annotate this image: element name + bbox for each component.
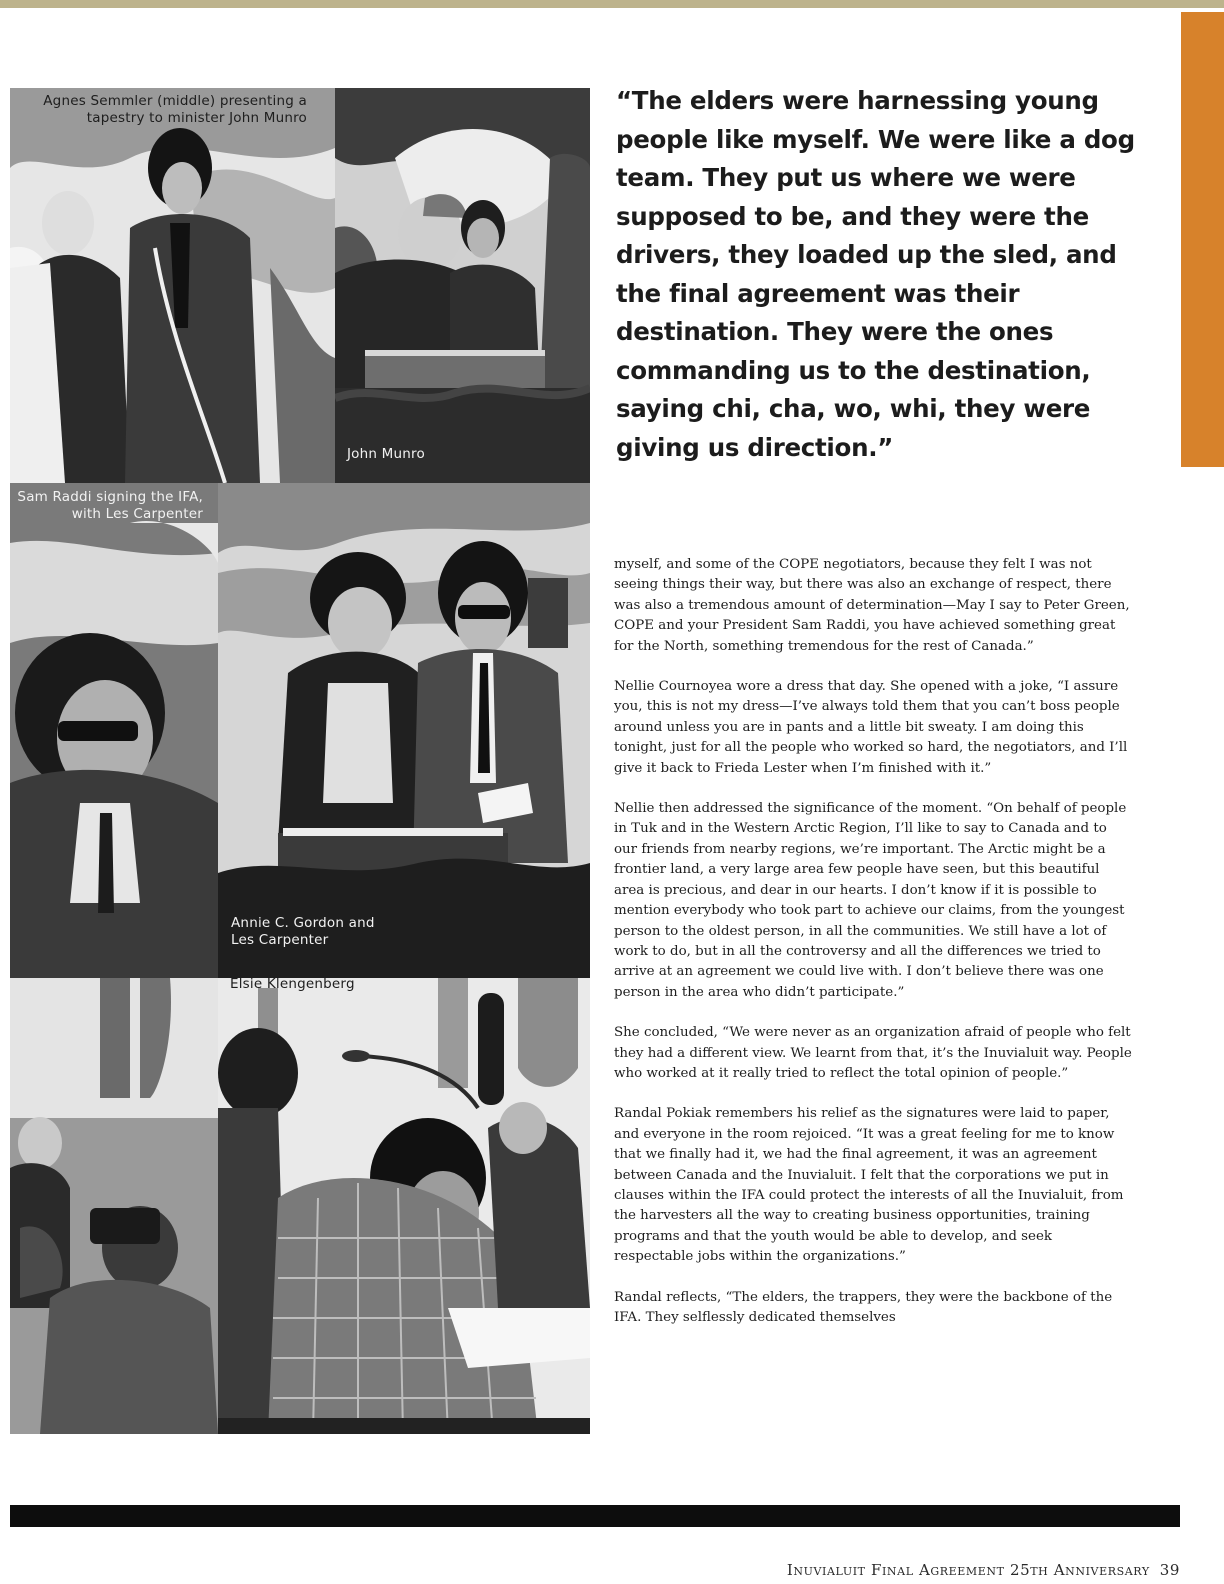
photo-raddi-image [10, 483, 218, 978]
body-paragraph: Randal reflects, “The elders, the trappers, they were the backbone of the IFA. They selflessly dedicated themselves [614, 1289, 1113, 1325]
caption-annie: Annie C. Gordon and Les Carpenter [231, 915, 375, 948]
body-paragraph: Randal Pokiak remembers his relief as the signatures were laid to paper, and everyone in the room rejoiced. “It was a great feeling for me to know that we finally had it, we had the final agreement, it was an agreement between Canada and the Inuvialuit. I felt that the corporations we put in clauses within the IFA could protect the interests of all the Inuvialuit, from the harvesters all the way to creating business opportunities, training programs and that the youth would be able to develop, and seek respectable jobs within the organizations.” [614, 1106, 1124, 1265]
photo-elsie-image [218, 978, 590, 1434]
top-rule [0, 0, 1224, 8]
photo-munro-image [335, 88, 590, 483]
pull-quote: “The elders were harnessing young people like myself. We were like a dog team. They put us where we were supposed to be, and they were the drivers, they loaded up the sled, and the final agreement was their destination. They were the ones commanding us to the destination, saying chi, cha, wo, whi, they were giving us direction.” [616, 86, 1135, 462]
body-paragraph: Nellie Cournoyea wore a dress that day. She opened with a joke, “I assure you, this is not my dress—I’ve always told them that you can’t boss people around unless you are in pants and a little bit sweaty. I am doing this tonight, just for all the people who worked so hard, the negotiators, and I’ll give it back to Frieda Lester when I’m finished with it.” [614, 679, 1128, 776]
photo-sam-raddi [10, 483, 218, 978]
photo-annie-gordon [218, 483, 590, 978]
body-paragraph: She concluded, “We were never as an organization afraid of people who felt they had a different view. We learnt from that, it’s the Inuvialuit way. People who worked at it really tried to reflect the total opinion of people.” [614, 1025, 1132, 1081]
body-paragraph: myself, and some of the COPE negotiators, because they felt I was not seeing things their way, but there was also an exchange of respect, there was also a tremendous amount of determination—May I say to Peter Green, COPE and your President Sam Raddi, you have achieved something great for the North, something tremendous for the rest of Canada.” [614, 557, 1130, 654]
caption-elsie: Elsie Klengenberg [230, 978, 355, 992]
body-paragraph: Nellie then addressed the significance of the moment. “On behalf of people in Tuk and in the Western Arctic Region, I’ll like to say to Canada and to our friends from nearby regions, we’re important. The Arctic might be a frontier land, a very large area few people have seen, but this beautiful area is precious, and dear in our hearts. I don’t know if it is possible to mention everybody who took part to achieve our claims, from the youngest person to the oldest person, in all the communities. We still have a lot of work to do, but in all the controversy and all the differences we tried to arrive at an agreement we could live with. I don’t believe there was one person in the area who didn’t participate.” [614, 801, 1127, 1000]
page-number: 39 [1159, 1561, 1180, 1579]
bottom-band [10, 1505, 1180, 1527]
photo-crowd-image [10, 978, 218, 1434]
footer-title: Inuvialuit Final Agreement 25th Anniversary [786, 1561, 1150, 1579]
photo-annie-image [218, 483, 590, 978]
photo-agnes-semmler [10, 88, 335, 483]
photo-crowd-cameras [10, 978, 218, 1434]
caption-agnes: Agnes Semmler (middle) presenting a tapestry to minister John Munro [43, 93, 307, 126]
page-footer [787, 1561, 1180, 1579]
caption-munro: John Munro [347, 446, 425, 462]
caption-raddi: Sam Raddi signing the IFA, with Les Carpenter [17, 489, 203, 522]
article-body [614, 555, 1134, 1348]
photo-agnes-image [10, 88, 335, 483]
photo-john-munro [335, 88, 590, 483]
photo-elsie-klengenberg [218, 978, 590, 1434]
accent-bar [1181, 12, 1224, 467]
